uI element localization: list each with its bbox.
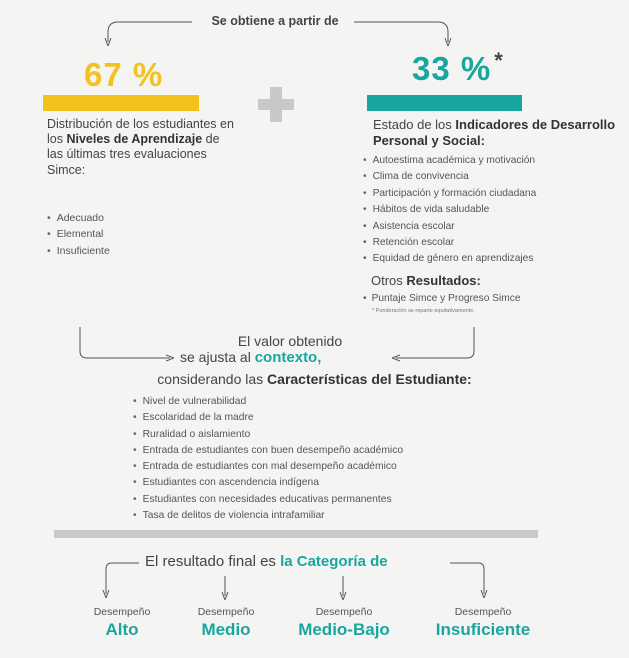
footnote: * Ponderación se reparte equitativamente. — [372, 308, 475, 314]
left-desc-c: de las últimas tres evaluaciones Simce: — [47, 132, 220, 177]
list-item: • Asistencia escolar — [363, 219, 536, 235]
category-medio: Medio — [201, 620, 251, 639]
right-title — [373, 117, 618, 149]
list-item: • Nivel de vulnerabilidad — [133, 394, 403, 410]
category-label-medio-bajo: Desempeño — [315, 606, 373, 618]
mid-bracket-right — [396, 327, 474, 358]
final-text-a: El resultado final es — [145, 553, 276, 570]
final-text-b: la Categoría de — [280, 553, 388, 570]
top-bracket-right — [354, 22, 448, 42]
otros-heading — [371, 273, 481, 288]
right-title-a: Estado de los — [373, 117, 452, 132]
context-keyword: contexto, — [254, 349, 322, 366]
list-item: • Entrada de estudiantes con buen desempeño académico — [133, 443, 403, 459]
left-percent: 67 % — [84, 56, 164, 93]
list-item: • Equidad de género en aprendizajes — [363, 251, 536, 267]
plus-icon-vertical — [270, 87, 282, 122]
list-item: • Ruralidad o aislamiento — [133, 427, 403, 443]
source-heading: Se obtiene a partir de — [211, 14, 339, 28]
right-title-b: Indicadores de Desarrollo Personal y Social: — [373, 117, 616, 148]
list-item: • Tasa de delitos de violencia intrafamiliar — [133, 508, 403, 524]
final-bracket-left — [106, 563, 139, 594]
otros-a: Otros — [371, 273, 403, 288]
left-description — [47, 117, 237, 178]
asterisk: * — [494, 48, 504, 73]
mid-bracket-left — [80, 327, 170, 358]
list-item: • Escolaridad de la madre — [133, 410, 403, 426]
left-list — [47, 210, 110, 259]
otros-b: Resultados: — [406, 273, 481, 288]
top-bracket-left — [108, 22, 192, 42]
category-label-medio: Desempeño — [197, 606, 255, 618]
right-percent-value: 33 % — [412, 50, 492, 87]
right-percent — [412, 50, 504, 88]
category-label-alto: Desempeño — [93, 606, 151, 618]
final-heading — [145, 553, 388, 570]
list-item: • Clima de convivencia — [363, 169, 536, 185]
adjust-line-3-b: Características del Estudiante: — [267, 371, 472, 387]
list-item: • Participación y formación ciudadana — [363, 186, 536, 202]
adjust-line-3-a: considerando las — [157, 371, 264, 387]
teal-bar — [367, 95, 522, 111]
right-list — [363, 153, 536, 268]
list-item: • Hábitos de vida saludable — [363, 202, 536, 218]
list-item: • Elemental — [47, 226, 110, 242]
list-item: • Entrada de estudiantes con mal desempeño académico — [133, 459, 403, 475]
otros-item: • Puntaje Simce y Progreso Simce — [363, 293, 521, 304]
separator-bar — [54, 530, 538, 538]
list-item: • Adecuado — [47, 210, 110, 226]
category-label-insuficiente: Desempeño — [454, 606, 512, 618]
adjust-line-2 — [180, 349, 321, 366]
list-item: • Estudiantes con ascendencia indígena — [133, 475, 403, 491]
left-desc-a: Distribución de los estudiantes en los — [47, 117, 234, 147]
category-insuficiente: Insuficiente — [435, 620, 531, 639]
adjust-line-1: El valor obtenido — [237, 333, 343, 349]
characteristics-list — [133, 394, 403, 524]
yellow-bar — [43, 95, 199, 111]
list-item: • Autoestima académica y motivación — [363, 153, 536, 169]
category-medio-bajo: Medio-Bajo — [298, 620, 390, 639]
list-item: • Insuficiente — [47, 243, 110, 259]
adjust-line-3 — [0, 371, 629, 387]
list-item: • Estudiantes con necesidades educativas permanentes — [133, 492, 403, 508]
final-bracket-right — [450, 563, 484, 594]
left-desc-b: Niveles de Aprendizaje — [66, 132, 203, 147]
list-item: • Retención escolar — [363, 235, 536, 251]
category-alto: Alto — [105, 620, 139, 639]
adjust-line-2-a: se ajusta al — [180, 349, 251, 365]
